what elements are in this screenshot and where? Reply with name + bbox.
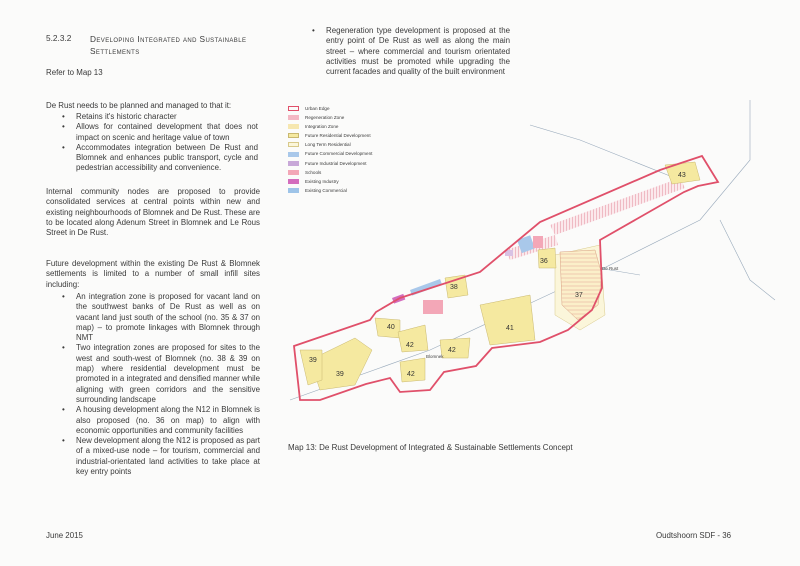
footer-date: June 2015: [46, 531, 83, 540]
list-item: • Retains it's historic character: [60, 112, 258, 122]
future-residential-41: [480, 295, 535, 345]
map-label-39a: 39: [309, 357, 317, 364]
map-label-37: 37: [575, 292, 583, 299]
legend-swatch: [288, 106, 299, 111]
legend-item: Future Commercial Development: [288, 149, 372, 158]
legend-swatch: [288, 179, 299, 184]
future-paragraph: Future development within the existing De Rust & Blomnek settlements is limited to a number of small infill sites including:: [46, 259, 260, 289]
section-title-line1: Developing Integrated and Sustainable: [90, 34, 247, 44]
list-item: • Regeneration type development is proposed at the entry point of De Rust as well as along the main street – where commercial and tourism orientated activities must be promoted while upgrading the current facades and quality of the built environment: [310, 26, 510, 77]
legend-item: Urban Edge: [288, 104, 372, 113]
map-label-36: 36: [540, 258, 548, 265]
bullet-list-infill: [60, 292, 260, 477]
legend-item: Integration Zone: [288, 122, 372, 131]
legend-swatch: [288, 115, 299, 120]
legend-item: Existing Commercial: [288, 186, 372, 195]
map-label-38: 38: [450, 284, 458, 291]
regeneration-zone: [550, 178, 685, 235]
list-item: • A housing development along the N12 in Blomnek is also proposed (no. 36 on map) to align with economic opportunities and community facilities: [60, 405, 260, 436]
refer-to-map: Refer to Map 13: [46, 68, 103, 77]
section-title: [90, 33, 280, 57]
legend-item: Existing Industry: [288, 177, 372, 186]
list-item: • An integration zone is proposed for vacant land on the southwest banks of De Rust as well as on vacant land just south of the school (no. 35 & 37 on map) – to promote linkages with Blomnek through NMT: [60, 292, 260, 343]
future-residential-42c: [400, 358, 425, 382]
map-label-blomnek: Blomnek: [426, 354, 444, 359]
map-legend: [288, 104, 372, 195]
map-label-43: 43: [678, 172, 686, 179]
map-label-40: 40: [387, 324, 395, 331]
legend-swatch: [288, 152, 299, 157]
section-number: 5.2.3.2: [46, 33, 72, 43]
future-residential-39a: [300, 350, 322, 385]
legend-swatch: [288, 142, 299, 147]
map-label-41: 41: [506, 325, 514, 332]
list-item: • Accommodates integration between De Rust and Blomnek and enhances public transport, cycle and pedestrian accessibility and convenience.: [60, 143, 258, 174]
legend-swatch: [288, 133, 299, 138]
legend-swatch: [288, 188, 299, 193]
map-label-de-rust: De Rust: [602, 266, 619, 271]
road-line-east: [720, 220, 775, 300]
list-item: • Two integration zones are proposed for sites to the west and south-west of Blomnek (no. 38 & 39 on map) where residential development must be promoted in a integrated and densified manner while aligning with green corridors and the sensitive surrounding landscape: [60, 343, 260, 405]
legend-item: Regeneration Zone: [288, 113, 372, 122]
footer-page: Oudtshoorn SDF - 36: [656, 531, 731, 540]
school-block-2: [533, 236, 543, 248]
map-caption: Map 13: De Rust Development of Integrated & Sustainable Settlements Concept: [288, 443, 573, 452]
map-label-42c: 42: [407, 371, 415, 378]
list-item: • Allows for contained development that does not impact on scenic and heritage value of town: [60, 122, 258, 143]
legend-item: Schools: [288, 168, 372, 177]
map-label-39b: 39: [336, 371, 344, 378]
legend-swatch: [288, 170, 299, 175]
legend-item: Long Term Residential: [288, 140, 372, 149]
bullet-list-goals: [60, 112, 258, 174]
legend-swatch: [288, 124, 299, 129]
nodes-paragraph: Internal community nodes are proposed to provide consolidated services at central points within new and existing neighbourhoods of Blomnek and De Rust. These are to be located along Adenum Street in Blomnek and Le Rous Street in De Rust.: [46, 187, 260, 238]
legend-item: Future Industrial Development: [288, 159, 372, 168]
legend-item: Future Residential Development: [288, 131, 372, 140]
bullet-list-regeneration: [310, 26, 510, 77]
list-item: • New development along the N12 is proposed as part of a mixed-use node – for tourism, commercial and industrial-orientated land activities to take place at key entry points: [60, 436, 260, 477]
legend-swatch: [288, 161, 299, 166]
map-label-42a: 42: [406, 342, 414, 349]
school-block-1: [423, 300, 443, 314]
intro-text: De Rust needs to be planned and managed to that it:: [46, 101, 232, 110]
section-title-line2: Settlements: [90, 46, 140, 56]
map-label-42b: 42: [448, 347, 456, 354]
